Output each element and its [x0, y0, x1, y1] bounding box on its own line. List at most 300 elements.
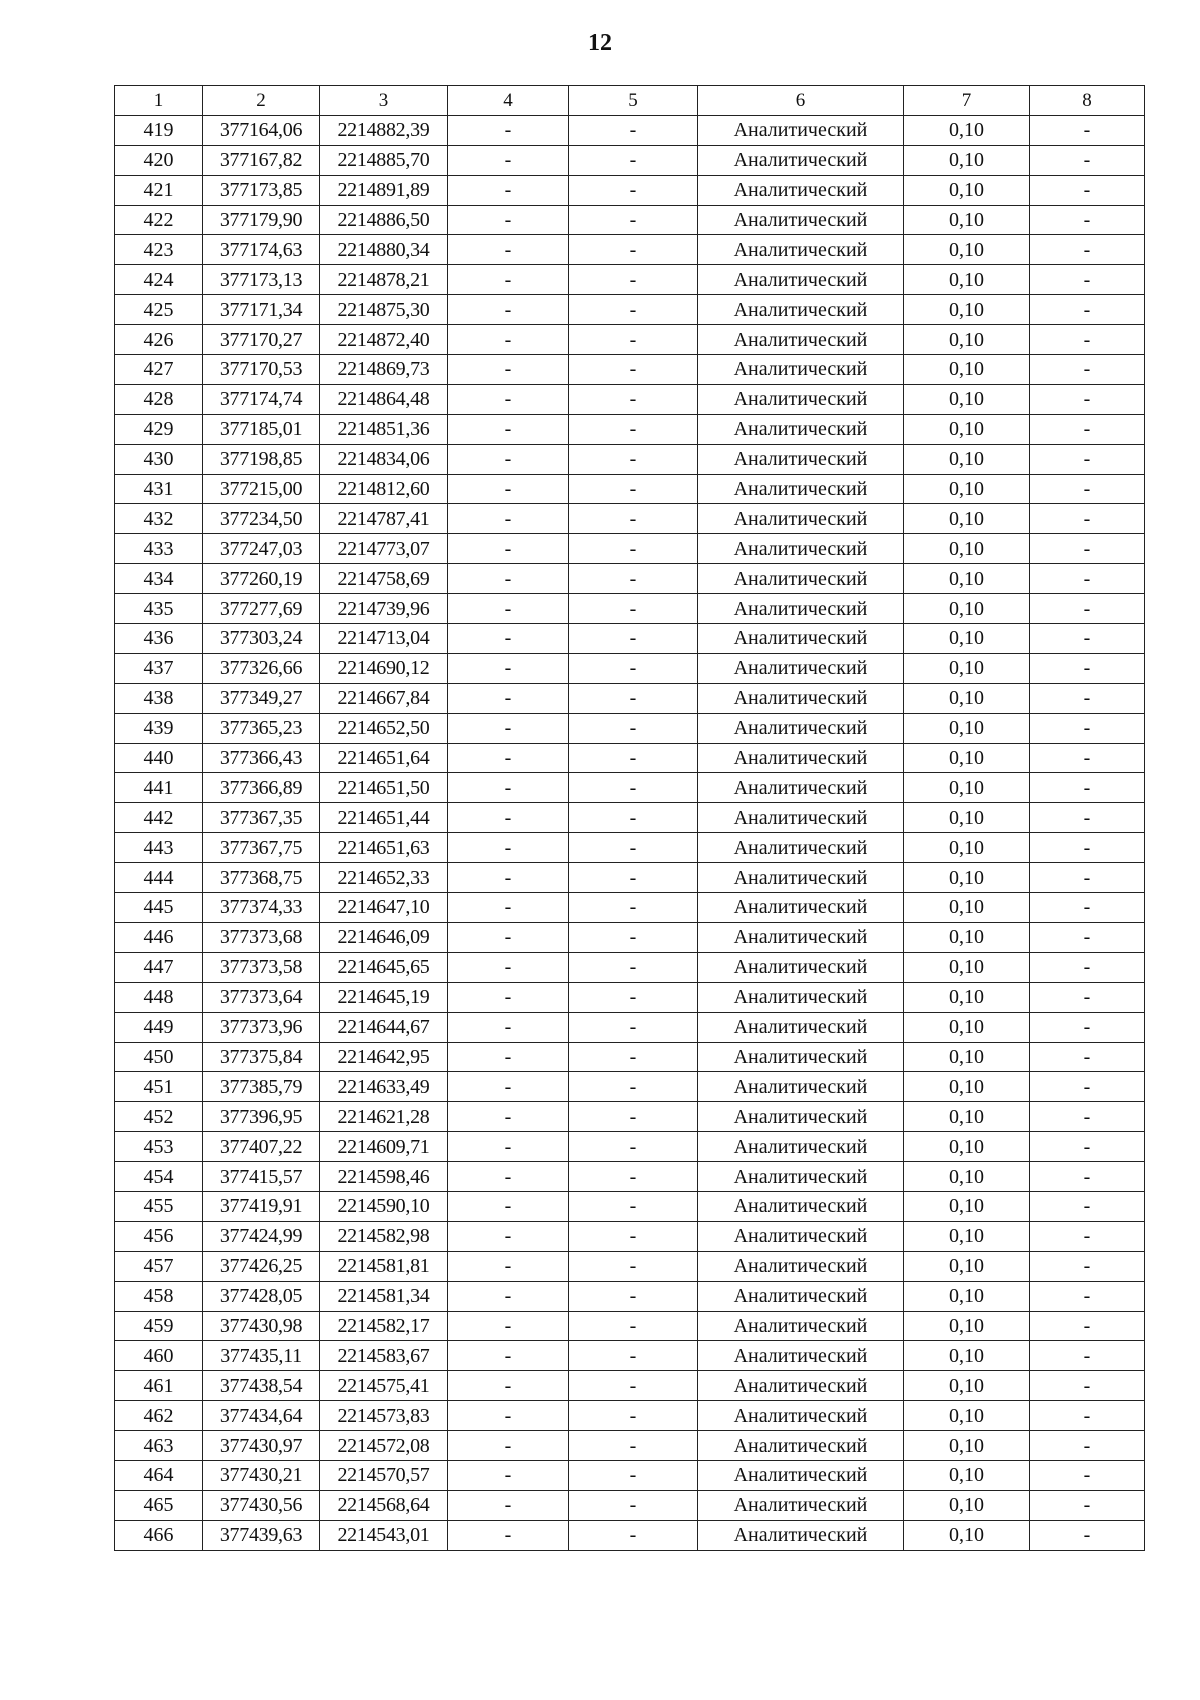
table-row	[115, 1251, 1145, 1281]
y-coordinate-cell: 2214572,08	[320, 1431, 448, 1461]
column-4-cell: -	[448, 803, 569, 833]
point-number-cell: 449	[115, 1012, 203, 1042]
method-cell: Аналитический	[698, 564, 904, 594]
point-number-cell: 423	[115, 235, 203, 265]
point-number-cell: 431	[115, 474, 203, 504]
y-coordinate-cell: 2214644,67	[320, 1012, 448, 1042]
table-row	[115, 594, 1145, 624]
coordinates-table	[114, 85, 1145, 1551]
method-cell: Аналитический	[698, 1012, 904, 1042]
point-number-cell: 435	[115, 594, 203, 624]
point-number-cell: 429	[115, 414, 203, 444]
column-5-cell: -	[569, 1072, 698, 1102]
y-coordinate-cell: 2214570,57	[320, 1460, 448, 1490]
x-coordinate-cell: 377326,66	[203, 653, 320, 683]
method-cell: Аналитический	[698, 893, 904, 923]
accuracy-cell: 0,10	[904, 1251, 1030, 1281]
x-coordinate-cell: 377375,84	[203, 1042, 320, 1072]
y-coordinate-cell: 2214851,36	[320, 414, 448, 444]
table-row	[115, 205, 1145, 235]
point-number-cell: 454	[115, 1162, 203, 1192]
accuracy-cell: 0,10	[904, 504, 1030, 534]
method-cell: Аналитический	[698, 594, 904, 624]
column-5-cell: -	[569, 115, 698, 145]
column-8-cell: -	[1030, 564, 1145, 594]
point-number-cell: 427	[115, 355, 203, 385]
table-row	[115, 1012, 1145, 1042]
column-8-cell: -	[1030, 534, 1145, 564]
y-coordinate-cell: 2214739,96	[320, 594, 448, 624]
x-coordinate-cell: 377368,75	[203, 863, 320, 893]
x-coordinate-cell: 377167,82	[203, 145, 320, 175]
method-cell: Аналитический	[698, 683, 904, 713]
column-8-cell: -	[1030, 205, 1145, 235]
point-number-cell: 444	[115, 863, 203, 893]
point-number-cell: 438	[115, 683, 203, 713]
method-cell: Аналитический	[698, 1281, 904, 1311]
column-4-cell: -	[448, 1102, 569, 1132]
column-8-cell: -	[1030, 1520, 1145, 1550]
x-coordinate-cell: 377247,03	[203, 534, 320, 564]
column-4-cell: -	[448, 1281, 569, 1311]
table-row	[115, 833, 1145, 863]
point-number-cell: 419	[115, 115, 203, 145]
method-cell: Аналитический	[698, 384, 904, 414]
column-5-cell: -	[569, 893, 698, 923]
point-number-cell: 461	[115, 1371, 203, 1401]
column-4-cell: -	[448, 115, 569, 145]
y-coordinate-cell: 2214642,95	[320, 1042, 448, 1072]
column-5-cell: -	[569, 1490, 698, 1520]
column-5-cell: -	[569, 1191, 698, 1221]
table-row	[115, 1132, 1145, 1162]
y-coordinate-cell: 2214787,41	[320, 504, 448, 534]
method-cell: Аналитический	[698, 952, 904, 982]
column-4-cell: -	[448, 922, 569, 952]
method-cell: Аналитический	[698, 713, 904, 743]
x-coordinate-cell: 377373,58	[203, 952, 320, 982]
point-number-cell: 448	[115, 982, 203, 1012]
column-5-cell: -	[569, 982, 698, 1012]
column-4-cell: -	[448, 1251, 569, 1281]
column-4-cell: -	[448, 773, 569, 803]
column-5-cell: -	[569, 1132, 698, 1162]
method-cell: Аналитический	[698, 414, 904, 444]
method-cell: Аналитический	[698, 205, 904, 235]
method-cell: Аналитический	[698, 474, 904, 504]
table-row	[115, 773, 1145, 803]
column-5-cell: -	[569, 534, 698, 564]
column-5-cell: -	[569, 474, 698, 504]
method-cell: Аналитический	[698, 1162, 904, 1192]
column-4-cell: -	[448, 952, 569, 982]
table-row	[115, 444, 1145, 474]
point-number-cell: 432	[115, 504, 203, 534]
table-row	[115, 1371, 1145, 1401]
x-coordinate-cell: 377164,06	[203, 115, 320, 145]
column-5-cell: -	[569, 414, 698, 444]
column-8-cell: -	[1030, 1371, 1145, 1401]
method-cell: Аналитический	[698, 773, 904, 803]
column-4-cell: -	[448, 1162, 569, 1192]
point-number-cell: 462	[115, 1401, 203, 1431]
column-5-cell: -	[569, 713, 698, 743]
column-header: 6	[698, 86, 904, 116]
column-8-cell: -	[1030, 325, 1145, 355]
x-coordinate-cell: 377396,95	[203, 1102, 320, 1132]
column-5-cell: -	[569, 145, 698, 175]
method-cell: Аналитический	[698, 235, 904, 265]
table-row	[115, 863, 1145, 893]
x-coordinate-cell: 377349,27	[203, 683, 320, 713]
column-4-cell: -	[448, 1012, 569, 1042]
column-5-cell: -	[569, 1371, 698, 1401]
column-4-cell: -	[448, 863, 569, 893]
accuracy-cell: 0,10	[904, 773, 1030, 803]
column-5-cell: -	[569, 1460, 698, 1490]
column-8-cell: -	[1030, 384, 1145, 414]
column-5-cell: -	[569, 504, 698, 534]
accuracy-cell: 0,10	[904, 922, 1030, 952]
point-number-cell: 446	[115, 922, 203, 952]
table-row	[115, 564, 1145, 594]
column-8-cell: -	[1030, 773, 1145, 803]
table-row	[115, 1490, 1145, 1520]
column-4-cell: -	[448, 893, 569, 923]
y-coordinate-cell: 2214872,40	[320, 325, 448, 355]
column-8-cell: -	[1030, 145, 1145, 175]
y-coordinate-cell: 2214891,89	[320, 175, 448, 205]
y-coordinate-cell: 2214690,12	[320, 653, 448, 683]
table-row	[115, 893, 1145, 923]
column-4-cell: -	[448, 205, 569, 235]
accuracy-cell: 0,10	[904, 1520, 1030, 1550]
y-coordinate-cell: 2214645,19	[320, 982, 448, 1012]
column-4-cell: -	[448, 295, 569, 325]
accuracy-cell: 0,10	[904, 1191, 1030, 1221]
accuracy-cell: 0,10	[904, 474, 1030, 504]
accuracy-cell: 0,10	[904, 683, 1030, 713]
column-4-cell: -	[448, 175, 569, 205]
point-number-cell: 464	[115, 1460, 203, 1490]
page-number: 12	[588, 30, 612, 56]
accuracy-cell: 0,10	[904, 1281, 1030, 1311]
column-8-cell: -	[1030, 235, 1145, 265]
y-coordinate-cell: 2214609,71	[320, 1132, 448, 1162]
accuracy-cell: 0,10	[904, 384, 1030, 414]
x-coordinate-cell: 377426,25	[203, 1251, 320, 1281]
method-cell: Аналитический	[698, 1431, 904, 1461]
accuracy-cell: 0,10	[904, 355, 1030, 385]
column-4-cell: -	[448, 624, 569, 654]
table-row	[115, 145, 1145, 175]
table-row	[115, 1042, 1145, 1072]
accuracy-cell: 0,10	[904, 833, 1030, 863]
table-row	[115, 1520, 1145, 1550]
table-row	[115, 713, 1145, 743]
column-4-cell: -	[448, 1401, 569, 1431]
x-coordinate-cell: 377439,63	[203, 1520, 320, 1550]
column-4-cell: -	[448, 1042, 569, 1072]
table-header-row	[115, 86, 1145, 116]
table-row	[115, 982, 1145, 1012]
column-4-cell: -	[448, 534, 569, 564]
x-coordinate-cell: 377234,50	[203, 504, 320, 534]
column-8-cell: -	[1030, 1311, 1145, 1341]
table-row	[115, 235, 1145, 265]
point-number-cell: 439	[115, 713, 203, 743]
column-5-cell: -	[569, 175, 698, 205]
column-5-cell: -	[569, 1431, 698, 1461]
x-coordinate-cell: 377374,33	[203, 893, 320, 923]
column-8-cell: -	[1030, 295, 1145, 325]
accuracy-cell: 0,10	[904, 1221, 1030, 1251]
y-coordinate-cell: 2214652,50	[320, 713, 448, 743]
column-5-cell: -	[569, 1251, 698, 1281]
accuracy-cell: 0,10	[904, 265, 1030, 295]
accuracy-cell: 0,10	[904, 1490, 1030, 1520]
column-5-cell: -	[569, 1102, 698, 1132]
table-row	[115, 265, 1145, 295]
column-5-cell: -	[569, 235, 698, 265]
column-4-cell: -	[448, 713, 569, 743]
y-coordinate-cell: 2214646,09	[320, 922, 448, 952]
method-cell: Аналитический	[698, 624, 904, 654]
method-cell: Аналитический	[698, 1191, 904, 1221]
method-cell: Аналитический	[698, 355, 904, 385]
x-coordinate-cell: 377174,63	[203, 235, 320, 265]
point-number-cell: 460	[115, 1341, 203, 1371]
column-8-cell: -	[1030, 1460, 1145, 1490]
column-5-cell: -	[569, 863, 698, 893]
accuracy-cell: 0,10	[904, 1042, 1030, 1072]
column-8-cell: -	[1030, 1191, 1145, 1221]
method-cell: Аналитический	[698, 175, 904, 205]
y-coordinate-cell: 2214882,39	[320, 115, 448, 145]
column-4-cell: -	[448, 833, 569, 863]
column-4-cell: -	[448, 384, 569, 414]
column-5-cell: -	[569, 1520, 698, 1550]
column-4-cell: -	[448, 355, 569, 385]
point-number-cell: 458	[115, 1281, 203, 1311]
column-4-cell: -	[448, 474, 569, 504]
y-coordinate-cell: 2214880,34	[320, 235, 448, 265]
point-number-cell: 437	[115, 653, 203, 683]
column-5-cell: -	[569, 564, 698, 594]
y-coordinate-cell: 2214590,10	[320, 1191, 448, 1221]
column-8-cell: -	[1030, 474, 1145, 504]
point-number-cell: 465	[115, 1490, 203, 1520]
column-5-cell: -	[569, 833, 698, 863]
x-coordinate-cell: 377373,64	[203, 982, 320, 1012]
accuracy-cell: 0,10	[904, 1102, 1030, 1132]
table-row	[115, 1221, 1145, 1251]
x-coordinate-cell: 377435,11	[203, 1341, 320, 1371]
point-number-cell: 430	[115, 444, 203, 474]
point-number-cell: 447	[115, 952, 203, 982]
y-coordinate-cell: 2214713,04	[320, 624, 448, 654]
column-5-cell: -	[569, 295, 698, 325]
column-5-cell: -	[569, 594, 698, 624]
method-cell: Аналитический	[698, 1251, 904, 1281]
column-8-cell: -	[1030, 444, 1145, 474]
accuracy-cell: 0,10	[904, 893, 1030, 923]
y-coordinate-cell: 2214773,07	[320, 534, 448, 564]
column-8-cell: -	[1030, 175, 1145, 205]
method-cell: Аналитический	[698, 803, 904, 833]
x-coordinate-cell: 377373,96	[203, 1012, 320, 1042]
column-8-cell: -	[1030, 355, 1145, 385]
method-cell: Аналитический	[698, 145, 904, 175]
x-coordinate-cell: 377419,91	[203, 1191, 320, 1221]
table-row	[115, 1460, 1145, 1490]
y-coordinate-cell: 2214568,64	[320, 1490, 448, 1520]
y-coordinate-cell: 2214598,46	[320, 1162, 448, 1192]
point-number-cell: 433	[115, 534, 203, 564]
column-8-cell: -	[1030, 414, 1145, 444]
column-4-cell: -	[448, 1072, 569, 1102]
column-8-cell: -	[1030, 1281, 1145, 1311]
column-5-cell: -	[569, 384, 698, 414]
method-cell: Аналитический	[698, 504, 904, 534]
column-8-cell: -	[1030, 1042, 1145, 1072]
column-5-cell: -	[569, 1162, 698, 1192]
method-cell: Аналитический	[698, 534, 904, 564]
column-4-cell: -	[448, 414, 569, 444]
accuracy-cell: 0,10	[904, 624, 1030, 654]
x-coordinate-cell: 377366,43	[203, 743, 320, 773]
x-coordinate-cell: 377430,56	[203, 1490, 320, 1520]
point-number-cell: 457	[115, 1251, 203, 1281]
point-number-cell: 459	[115, 1311, 203, 1341]
point-number-cell: 463	[115, 1431, 203, 1461]
column-4-cell: -	[448, 743, 569, 773]
x-coordinate-cell: 377366,89	[203, 773, 320, 803]
accuracy-cell: 0,10	[904, 145, 1030, 175]
table-row	[115, 1341, 1145, 1371]
column-8-cell: -	[1030, 893, 1145, 923]
x-coordinate-cell: 377424,99	[203, 1221, 320, 1251]
accuracy-cell: 0,10	[904, 295, 1030, 325]
column-5-cell: -	[569, 683, 698, 713]
column-8-cell: -	[1030, 1162, 1145, 1192]
y-coordinate-cell: 2214581,81	[320, 1251, 448, 1281]
point-number-cell: 466	[115, 1520, 203, 1550]
column-5-cell: -	[569, 952, 698, 982]
method-cell: Аналитический	[698, 1221, 904, 1251]
accuracy-cell: 0,10	[904, 594, 1030, 624]
column-5-cell: -	[569, 1281, 698, 1311]
x-coordinate-cell: 377438,54	[203, 1371, 320, 1401]
x-coordinate-cell: 377215,00	[203, 474, 320, 504]
method-cell: Аналитический	[698, 1401, 904, 1431]
column-5-cell: -	[569, 803, 698, 833]
x-coordinate-cell: 377171,34	[203, 295, 320, 325]
accuracy-cell: 0,10	[904, 115, 1030, 145]
point-number-cell: 441	[115, 773, 203, 803]
method-cell: Аналитический	[698, 743, 904, 773]
column-8-cell: -	[1030, 833, 1145, 863]
y-coordinate-cell: 2214834,06	[320, 444, 448, 474]
y-coordinate-cell: 2214575,41	[320, 1371, 448, 1401]
point-number-cell: 420	[115, 145, 203, 175]
column-5-cell: -	[569, 205, 698, 235]
column-8-cell: -	[1030, 624, 1145, 654]
y-coordinate-cell: 2214581,34	[320, 1281, 448, 1311]
x-coordinate-cell: 377407,22	[203, 1132, 320, 1162]
accuracy-cell: 0,10	[904, 1132, 1030, 1162]
y-coordinate-cell: 2214583,67	[320, 1341, 448, 1371]
y-coordinate-cell: 2214885,70	[320, 145, 448, 175]
accuracy-cell: 0,10	[904, 952, 1030, 982]
x-coordinate-cell: 377365,23	[203, 713, 320, 743]
x-coordinate-cell: 377367,75	[203, 833, 320, 863]
table-row	[115, 504, 1145, 534]
table-row	[115, 1072, 1145, 1102]
point-number-cell: 443	[115, 833, 203, 863]
point-number-cell: 422	[115, 205, 203, 235]
column-8-cell: -	[1030, 1251, 1145, 1281]
column-header: 1	[115, 86, 203, 116]
column-5-cell: -	[569, 1012, 698, 1042]
table-row	[115, 803, 1145, 833]
point-number-cell: 426	[115, 325, 203, 355]
accuracy-cell: 0,10	[904, 653, 1030, 683]
table-row	[115, 355, 1145, 385]
table-row	[115, 115, 1145, 145]
column-header: 5	[569, 86, 698, 116]
accuracy-cell: 0,10	[904, 235, 1030, 265]
column-5-cell: -	[569, 1042, 698, 1072]
column-8-cell: -	[1030, 713, 1145, 743]
column-header: 4	[448, 86, 569, 116]
point-number-cell: 442	[115, 803, 203, 833]
point-number-cell: 455	[115, 1191, 203, 1221]
accuracy-cell: 0,10	[904, 414, 1030, 444]
column-8-cell: -	[1030, 504, 1145, 534]
accuracy-cell: 0,10	[904, 175, 1030, 205]
y-coordinate-cell: 2214621,28	[320, 1102, 448, 1132]
accuracy-cell: 0,10	[904, 982, 1030, 1012]
x-coordinate-cell: 377430,98	[203, 1311, 320, 1341]
method-cell: Аналитический	[698, 1341, 904, 1371]
accuracy-cell: 0,10	[904, 713, 1030, 743]
point-number-cell: 425	[115, 295, 203, 325]
x-coordinate-cell: 377434,64	[203, 1401, 320, 1431]
column-5-cell: -	[569, 1401, 698, 1431]
table-row	[115, 1311, 1145, 1341]
method-cell: Аналитический	[698, 1132, 904, 1162]
accuracy-cell: 0,10	[904, 1311, 1030, 1341]
method-cell: Аналитический	[698, 115, 904, 145]
accuracy-cell: 0,10	[904, 1371, 1030, 1401]
column-4-cell: -	[448, 1341, 569, 1371]
method-cell: Аналитический	[698, 1371, 904, 1401]
y-coordinate-cell: 2214582,17	[320, 1311, 448, 1341]
column-8-cell: -	[1030, 115, 1145, 145]
column-5-cell: -	[569, 1311, 698, 1341]
table-row	[115, 474, 1145, 504]
y-coordinate-cell: 2214543,01	[320, 1520, 448, 1550]
table-row	[115, 1401, 1145, 1431]
column-8-cell: -	[1030, 594, 1145, 624]
y-coordinate-cell: 2214647,10	[320, 893, 448, 923]
table-row	[115, 743, 1145, 773]
x-coordinate-cell: 377174,74	[203, 384, 320, 414]
column-8-cell: -	[1030, 1221, 1145, 1251]
table-row	[115, 384, 1145, 414]
column-8-cell: -	[1030, 1132, 1145, 1162]
